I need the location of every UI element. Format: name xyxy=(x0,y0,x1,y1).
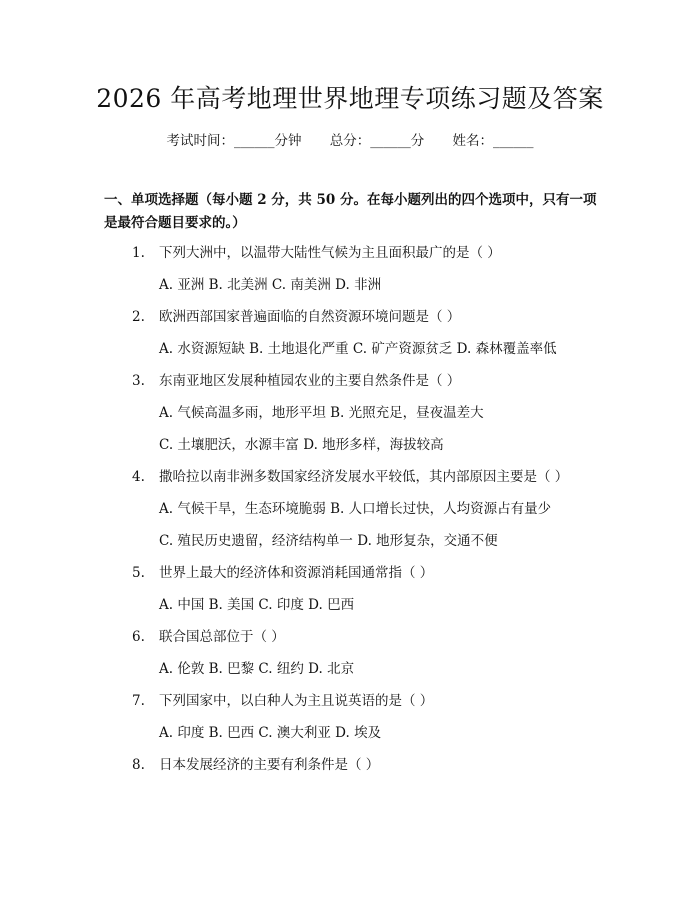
question-text: 欧洲西部国家普遍面临的自然资源环境问题是（ ） xyxy=(159,309,461,325)
question-2-options: A. 水资源短缺 B. 土地退化严重 C. 矿产资源贫乏 D. 森林覆盖率低 xyxy=(159,341,557,357)
question-text: 下列大洲中，以温带大陆性气候为主且面积最广的是（ ） xyxy=(159,245,501,261)
question-6 xyxy=(132,627,612,647)
question-3 xyxy=(132,371,612,391)
question-number: 5. xyxy=(132,565,145,581)
question-text: 东南亚地区发展种植园农业的主要自然条件是（ ） xyxy=(159,373,461,389)
exam-info xyxy=(0,131,700,151)
question-7-options: A. 印度 B. 巴西 C. 澳大利亚 D. 埃及 xyxy=(159,725,382,741)
question-text: 世界上最大的经济体和资源消耗国通常指（ ） xyxy=(159,565,434,581)
question-text: 联合国总部位于（ ） xyxy=(159,629,285,645)
exam-time: 考试时间：______分钟 xyxy=(166,133,302,149)
student-name: 姓名：______ xyxy=(452,133,534,149)
question-3-options-line-1: A. 气候高温多雨，地形平坦 B. 光照充足，昼夜温差大 xyxy=(159,405,484,421)
question-1 xyxy=(132,243,612,263)
question-1-options: A. 亚洲 B. 北美洲 C. 南美洲 D. 非洲 xyxy=(159,277,382,293)
question-number: 4. xyxy=(132,469,145,485)
question-4 xyxy=(132,467,612,487)
total-score: 总分：______分 xyxy=(329,133,425,149)
question-number: 3. xyxy=(132,373,145,389)
question-5-options: A. 中国 B. 美国 C. 印度 D. 巴西 xyxy=(159,597,355,613)
question-number: 2. xyxy=(132,309,145,325)
question-text: 下列国家中，以白种人为主且说英语的是（ ） xyxy=(159,693,434,709)
question-2 xyxy=(132,307,612,327)
question-number: 8. xyxy=(132,757,145,773)
question-number: 6. xyxy=(132,629,145,645)
question-6-options: A. 伦敦 B. 巴黎 C. 纽约 D. 北京 xyxy=(159,661,355,677)
question-4-options-line-2: C. 殖民历史遗留，经济结构单一 D. 地形复杂，交通不便 xyxy=(159,533,498,549)
question-3-options-line-2: C. 土壤肥沃，水源丰富 D. 地形多样，海拔较高 xyxy=(159,437,444,453)
question-4-options-line-1: A. 气候干旱，生态环境脆弱 B. 人口增长过快，人均资源占有量少 xyxy=(159,501,552,517)
page-title: 2026 年高考地理世界地理专项练习题及答案 xyxy=(96,84,604,113)
question-7 xyxy=(132,691,612,711)
question-8 xyxy=(132,755,612,775)
question-number: 1. xyxy=(132,245,145,261)
question-number: 7. xyxy=(132,693,145,709)
question-text: 日本发展经济的主要有利条件是（ ） xyxy=(159,757,380,773)
section-heading: 一、单项选择题（每小题 2 分，共 50 分。在每小题列出的四个选项中，只有一项是最符合题目要求的。） xyxy=(104,192,597,231)
question-5 xyxy=(132,563,612,583)
question-text: 撒哈拉以南非洲多数国家经济发展水平较低，其内部原因主要是（ ） xyxy=(159,469,569,485)
